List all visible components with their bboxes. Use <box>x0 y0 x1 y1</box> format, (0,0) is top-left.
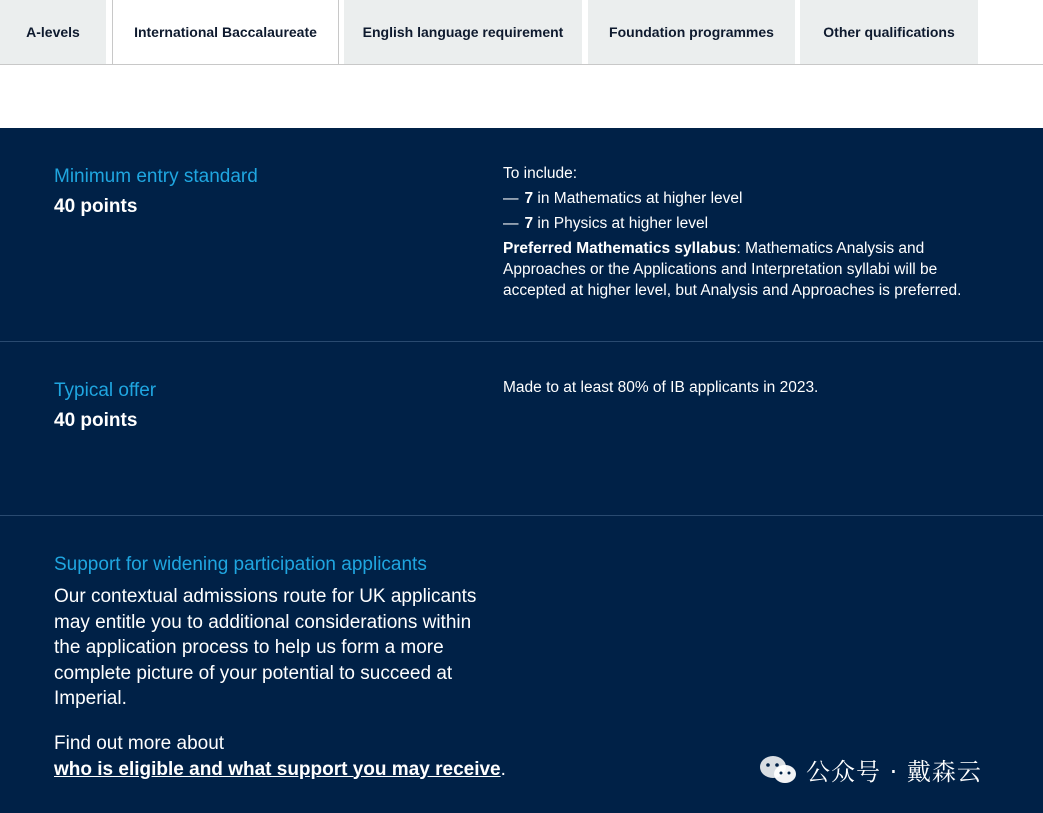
dash-icon: — <box>503 215 519 232</box>
preferred-syllabus <box>503 238 983 301</box>
eligibility-support-link[interactable]: who is eligible and what support you may receive <box>54 758 501 780</box>
to-include-label: To include: <box>503 165 578 182</box>
typical-offer-heading: Typical offer <box>54 380 157 401</box>
preferred-syllabus-text: : Mathematics Analysis and Approaches or the Applications and Interpretation syllabi will be accepted at higher level, but Analysis and Approaches is preferred. <box>503 240 962 299</box>
typical-offer-value: 40 points <box>54 410 138 431</box>
tab-english-language-requirement[interactable]: English language requirement <box>344 0 582 64</box>
bullet-text: in Mathematics at higher level <box>533 190 743 207</box>
minimum-entry-row <box>0 128 1043 342</box>
typical-offer-row <box>0 342 1043 516</box>
grade-value: 7 <box>524 215 534 232</box>
wechat-icon <box>758 754 798 786</box>
grade-value: 7 <box>524 190 534 207</box>
tab-international-baccalaureate[interactable]: International Baccalaureate <box>112 0 339 64</box>
tab-a-levels[interactable]: A-levels <box>0 0 106 64</box>
link-period: . <box>500 758 506 780</box>
requirements-panel <box>0 128 1043 813</box>
minimum-entry-details <box>503 163 983 301</box>
watermark-text: 公众号 · 戴森云 <box>806 758 982 786</box>
dash-icon: — <box>503 190 519 207</box>
bullet-physics <box>503 213 983 234</box>
bullet-mathematics <box>503 188 983 209</box>
tab-foundation-programmes[interactable]: Foundation programmes <box>588 0 795 64</box>
typical-offer-note: Made to at least 80% of IB applicants in 2023. <box>503 379 819 396</box>
tab-other-qualifications[interactable]: Other qualifications <box>800 0 978 64</box>
find-out-more-label: Find out more about <box>54 733 225 754</box>
qualification-tabs <box>0 0 1043 65</box>
widening-participation-heading: Support for widening participation applicants <box>54 554 427 575</box>
minimum-entry-heading: Minimum entry standard <box>54 166 258 187</box>
preferred-syllabus-label: Preferred Mathematics syllabus <box>503 240 737 257</box>
eligibility-link-line <box>54 757 506 783</box>
contextual-admissions-text: Our contextual admissions route for UK applicants may entitle you to additional considerations within the application process to help us form a more complete picture of your potential to succeed at Imperial. <box>54 586 477 709</box>
find-out-more <box>54 731 506 782</box>
bullet-text: in Physics at higher level <box>533 215 709 232</box>
minimum-entry-value: 40 points <box>54 196 138 217</box>
wechat-watermark <box>758 752 982 787</box>
